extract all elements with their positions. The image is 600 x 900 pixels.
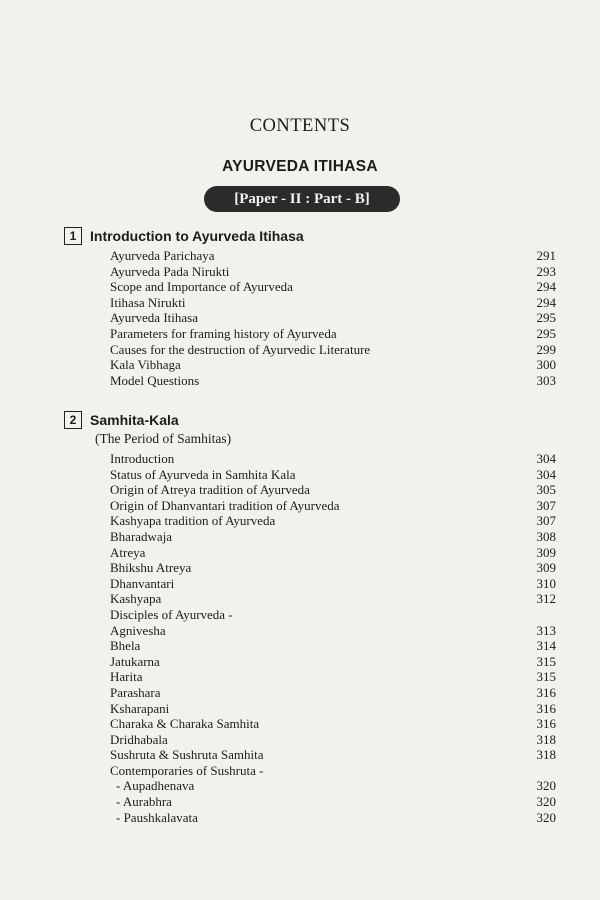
toc-entry-label: Bharadwaja <box>110 528 173 544</box>
toc-entry <box>110 482 556 498</box>
toc-entry <box>110 763 556 779</box>
toc-entry <box>110 576 556 592</box>
toc-page-number: 316 <box>536 700 556 716</box>
toc-page-number: 304 <box>536 451 556 466</box>
toc-page-number: 305 <box>536 482 556 498</box>
page-title: CONTENTS <box>249 116 351 136</box>
toc-entry-label: Agnivesha <box>110 622 166 638</box>
toc-entry <box>110 467 556 483</box>
toc-entry <box>110 623 556 639</box>
toc-entry-label: Bhela <box>110 638 141 654</box>
toc-page-number: 313 <box>536 622 556 638</box>
subject-title: AYURVEDA ITIHASA <box>222 158 378 175</box>
toc-entry <box>110 248 556 264</box>
section-2-entries <box>110 451 556 825</box>
toc-entry-label: Parameters for framing history of Ayurveda <box>110 325 337 341</box>
toc-page-number: 291 <box>536 248 556 263</box>
toc-entry-label: Origin of Atreya tradition of Ayurveda <box>110 482 310 498</box>
toc-entry-label: Ayurveda Itihasa <box>110 310 198 326</box>
toc-entry <box>110 654 556 670</box>
toc-page-number: 295 <box>536 325 556 341</box>
paper-badge: [Paper - II : Part - B] <box>204 186 400 212</box>
toc-entry <box>110 794 556 810</box>
section-number-box: 2 <box>64 411 82 429</box>
toc-entry-label: Kashyapa <box>110 591 162 607</box>
toc-page-number: 299 <box>536 341 556 357</box>
toc-page-number: 294 <box>536 279 556 295</box>
section-1-entries <box>110 248 556 388</box>
toc-page-number: 320 <box>536 794 556 810</box>
toc-entry <box>110 295 556 311</box>
section-title: Samhita-Kala <box>90 412 179 428</box>
toc-entry <box>110 513 556 529</box>
toc-entry <box>110 716 556 732</box>
toc-page-number: 300 <box>536 357 556 373</box>
toc-page-number: 320 <box>536 778 556 794</box>
toc-entry-label: Parashara <box>110 684 161 700</box>
toc-entry-label: Introduction <box>110 451 175 466</box>
toc-entry-label: Scope and Importance of Ayurveda <box>110 279 293 295</box>
toc-page-number: 315 <box>536 653 556 669</box>
toc-entry-label: Kashyapa tradition of Ayurveda <box>110 513 276 529</box>
toc-entry <box>110 747 556 763</box>
toc-entry-label: - Aurabhra <box>116 794 172 810</box>
toc-page-number: 315 <box>536 669 556 685</box>
toc-entry-label: Kala Vibhaga <box>110 357 181 373</box>
toc-entry-label: Harita <box>110 669 143 685</box>
toc-page-number: 318 <box>536 747 556 763</box>
toc-page-number: 293 <box>536 263 556 279</box>
toc-page-number: 318 <box>536 731 556 747</box>
toc-entry <box>110 545 556 561</box>
toc-entry <box>110 373 556 389</box>
toc-entry <box>110 264 556 280</box>
toc-entry-label: Dhanvantari <box>110 575 175 591</box>
toc-entry-label: Jatukarna <box>110 653 160 669</box>
toc-entry-label: Ksharapani <box>110 700 170 716</box>
toc-page-number: 308 <box>536 528 556 544</box>
toc-page-number: 295 <box>536 310 556 326</box>
toc-page-number: 316 <box>536 684 556 700</box>
toc-page-number: 307 <box>536 497 556 513</box>
toc-entry-label: Itihasa Nirukti <box>110 294 186 310</box>
section-title: Introduction to Ayurveda Itihasa <box>90 228 304 244</box>
toc-entry <box>110 310 556 326</box>
toc-entry <box>110 342 556 358</box>
toc-entry <box>110 810 556 826</box>
toc-page-number: 316 <box>536 716 556 732</box>
toc-entry <box>110 498 556 514</box>
toc-entry <box>110 279 556 295</box>
toc-entry-label: Disciples of Ayurveda - <box>110 606 233 622</box>
toc-page-number: 312 <box>536 591 556 607</box>
toc-entry-label: Contemporaries of Sushruta - <box>110 762 264 778</box>
toc-entry-label: Charaka & Charaka Samhita <box>110 716 260 732</box>
toc-entry <box>110 357 556 373</box>
toc-page-number: 320 <box>536 809 556 825</box>
toc-entry-label: Model Questions <box>110 372 200 388</box>
section-1-heading <box>64 226 304 246</box>
toc-page-number: 304 <box>536 466 556 482</box>
toc-entry-label: Causes for the destruction of Ayurvedic Literature <box>110 341 371 357</box>
toc-page-number: 309 <box>536 544 556 560</box>
toc-entry-label: Ayurveda Pada Nirukti <box>110 263 230 279</box>
toc-entry-label: Ayurveda Parichaya <box>110 248 215 263</box>
toc-entry <box>110 607 556 623</box>
toc-entry <box>110 560 556 576</box>
toc-entry <box>110 326 556 342</box>
toc-entry-label: - Aupadhenava <box>116 778 195 794</box>
toc-entry-label: Dridhabala <box>110 731 168 747</box>
section-2-heading <box>64 410 179 430</box>
section-number-box: 1 <box>64 227 82 245</box>
toc-entry-label: Origin of Dhanvantari tradition of Ayurveda <box>110 497 340 513</box>
toc-entry-label: Atreya <box>110 544 146 560</box>
toc-entry <box>110 529 556 545</box>
toc-entry <box>110 701 556 717</box>
toc-entry <box>110 591 556 607</box>
toc-entry <box>110 732 556 748</box>
toc-entry-label: Bhikshu Atreya <box>110 560 192 576</box>
toc-page-number: 310 <box>536 575 556 591</box>
toc-entry <box>110 638 556 654</box>
toc-entry <box>110 669 556 685</box>
toc-page-number: 294 <box>536 294 556 310</box>
toc-entry <box>110 451 556 467</box>
toc-page-number: 303 <box>536 372 556 388</box>
section-2-subtitle: (The Period of Samhitas) <box>95 431 232 446</box>
toc-page-number: 307 <box>536 513 556 529</box>
toc-entry <box>110 685 556 701</box>
toc-entry-label: Sushruta & Sushruta Samhita <box>110 747 264 763</box>
toc-entry <box>110 778 556 794</box>
toc-page-number: 314 <box>536 638 556 654</box>
toc-page-number: 309 <box>536 560 556 576</box>
toc-entry-label: Status of Ayurveda in Samhita Kala <box>110 466 296 482</box>
toc-entry-label: - Paushkalavata <box>116 809 198 825</box>
